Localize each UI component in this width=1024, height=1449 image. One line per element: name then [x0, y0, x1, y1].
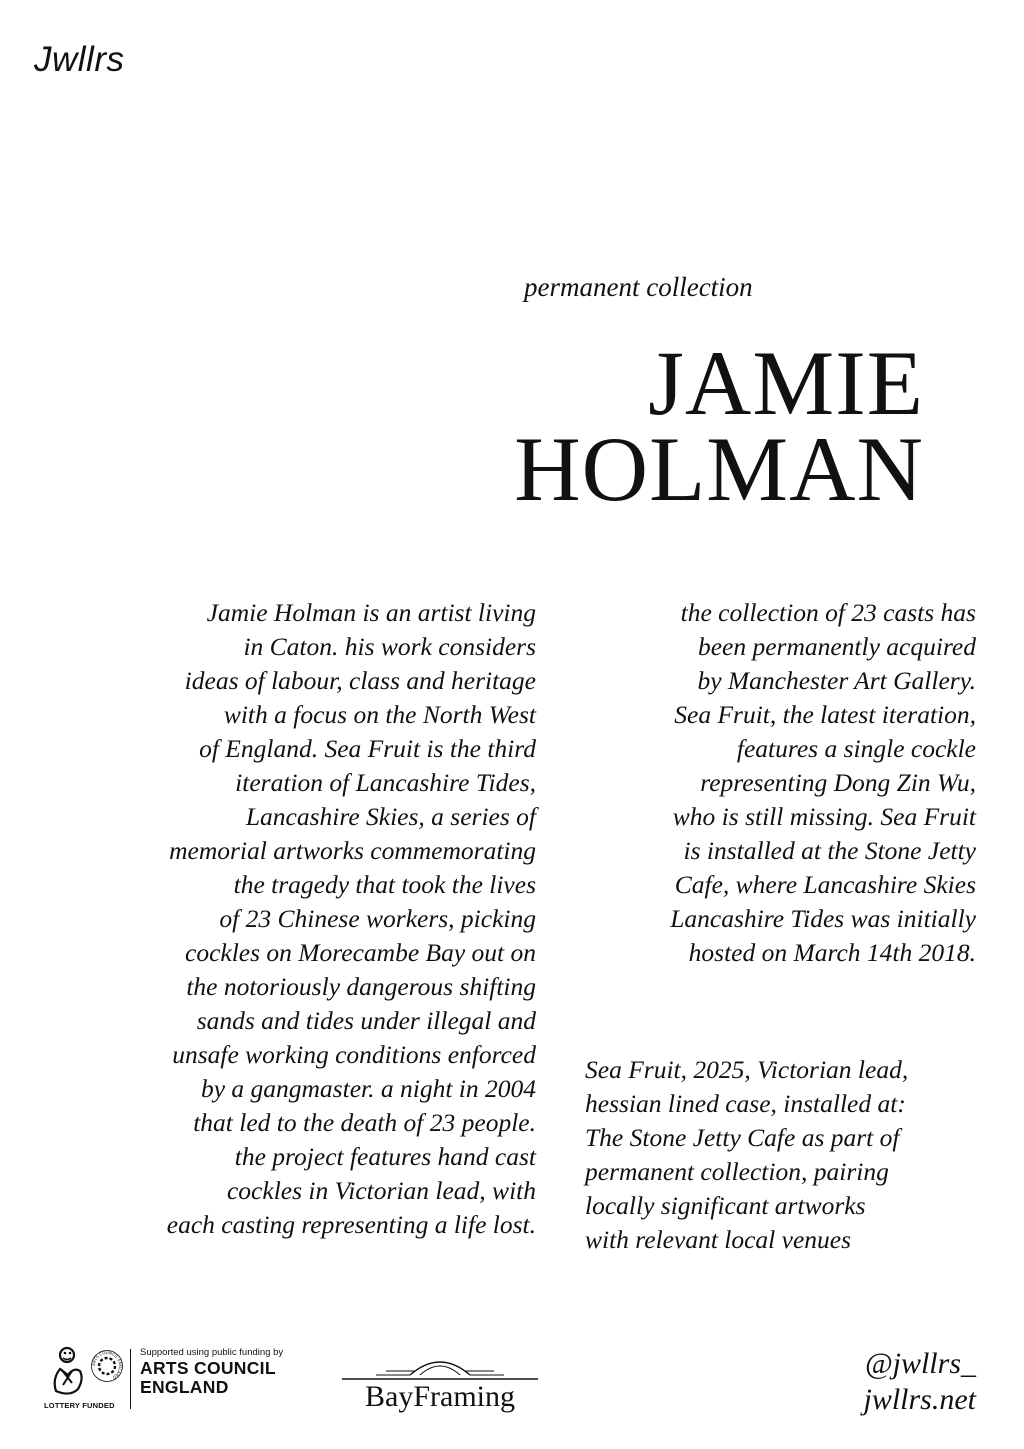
text-line: representing Dong Zin Wu, [700, 768, 976, 797]
text-line: by a gangmaster. a night in 2004 [200, 1074, 536, 1103]
funder-logos [44, 1345, 564, 1415]
caption-line: hessian lined case, installed at: [585, 1089, 906, 1118]
text-line: unsafe working conditions enforced [172, 1040, 536, 1069]
artist-name [364, 332, 924, 520]
contact-info [863, 1346, 976, 1418]
caption-line: locally significant artworks [585, 1191, 866, 1220]
biography-column-right [536, 596, 976, 970]
artist-name-line: HOLMAN [514, 418, 924, 520]
text-line: each casting representing a life lost. [166, 1210, 536, 1239]
text-line: the collection of 23 casts has [680, 598, 976, 627]
text-line: who is still missing. Sea Fruit [672, 802, 976, 831]
ring-text: ARTS COUNCIL ENGLAND [90, 1349, 124, 1381]
caption-line: Sea Fruit, 2025, Victorian lead, [585, 1055, 909, 1084]
text-line: by Manchester Art Gallery. [697, 666, 976, 695]
text-line: is installed at the Stone Jetty [683, 836, 976, 865]
caption-line: with relevant local venues [585, 1225, 852, 1254]
collection-subtitle: permanent collection [524, 272, 753, 302]
text-line: Lancashire Tides was initially [670, 904, 976, 933]
text-line: hosted on March 14th 2018. [688, 938, 976, 967]
text-line: of 23 Chinese workers, picking [219, 904, 536, 933]
bayframing-logo [340, 1353, 540, 1417]
text-line: Lancashire Skies, a series of [245, 802, 536, 831]
arts-council-ring-icon [90, 1349, 124, 1383]
brand-wordmark: Jwllrs [34, 40, 125, 79]
text-line: Cafe, where Lancashire Skies [674, 870, 976, 899]
lottery-arts-council-logo [44, 1345, 126, 1415]
website-link[interactable]: jwllrs.net [863, 1383, 976, 1416]
text-line: Sea Fruit, the latest iteration, [674, 700, 976, 729]
lottery-funded-label: LOTTERY FUNDED [44, 1401, 115, 1410]
text-line: the tragedy that took the lives [233, 870, 536, 899]
svg-text:ARTS COUNCIL ENGLAND [91, 1350, 123, 1380]
arts-council-line: ARTS COUNCIL [140, 1358, 276, 1378]
bayframing-wordmark: BayFraming [365, 1380, 515, 1413]
text-line: in Caton. his work considers [243, 632, 536, 661]
crossed-fingers-icon [48, 1345, 88, 1397]
artist-name-line: JAMIE [648, 332, 924, 434]
supported-by-text: Supported using public funding by [140, 1347, 284, 1358]
text-line: been permanently acquired [697, 632, 976, 661]
arts-council-line: ENGLAND [140, 1377, 229, 1397]
text-line: iteration of Lancashire Tides, [235, 768, 536, 797]
artwork-caption [585, 1053, 1005, 1257]
text-line: sands and tides under illegal and [196, 1006, 536, 1035]
arts-council-wordmark [140, 1347, 283, 1397]
text-line: ideas of labour, class and heritage [184, 666, 536, 695]
text-line: the notoriously dangerous shifting [186, 972, 536, 1001]
biography-column-left [96, 596, 536, 1242]
bayframing-arc-icon [340, 1353, 540, 1383]
text-line: features a single cockle [736, 734, 976, 763]
text-line: that led to the death of 23 people. [193, 1108, 536, 1137]
text-line: the project features hand cast [234, 1142, 536, 1171]
text-line: cockles on Morecambe Bay out on [185, 938, 536, 967]
social-handle[interactable]: @jwllrs_ [865, 1347, 976, 1380]
text-line: with a focus on the North West [223, 700, 536, 729]
caption-line: The Stone Jetty Cafe as part of [585, 1123, 900, 1152]
text-line: Jamie Holman is an artist living [206, 598, 536, 627]
text-line: cockles in Victorian lead, with [226, 1176, 536, 1205]
text-line: memorial artworks commemorating [169, 836, 536, 865]
text-line: of England. Sea Fruit is the third [199, 734, 536, 763]
caption-line: permanent collection, pairing [585, 1157, 889, 1186]
logo-divider [130, 1349, 131, 1409]
